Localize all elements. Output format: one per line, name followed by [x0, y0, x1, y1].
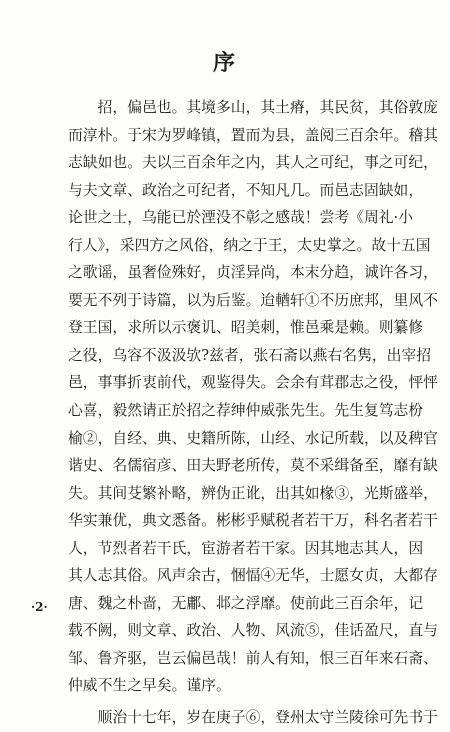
text-line: 心喜，毅然请正於招之荐绅仲威张先生。先生复笃志枌 [68, 402, 424, 420]
text-line: 论世之士，乌能已於湮没不彰之感哉！尝考《周礼·小 [68, 209, 414, 227]
text-line: 志缺如也。夫以三百余年之内，其人之可纪，事之可纪， [68, 154, 438, 172]
page-number: ·2· [31, 600, 48, 614]
text-line: 谐史、名儒宿彦、田夫野老所传，莫不采缉备至，靡有缺 [68, 457, 438, 475]
text-line: 招，偏邑也。其境多山，其土瘠，其民贫，其俗敦庞 [68, 99, 438, 116]
text-line: 与夫文章、政治之可纪者，不知凡几。而邑志固缺如， [68, 181, 424, 199]
text-line: 登王国，求所以示褒讥、昭美刺，惟邑乘是赖。则纂修 [68, 319, 424, 337]
text-line: 邑，事事折衷前代，观鉴得失。会余有茸郡志之役，怦怦 [68, 374, 438, 392]
text-line: 仲威不生之早矣。谨序。 [68, 677, 231, 695]
text-line: 行人》，采四方之风俗，纳之于王，太史掌之。故十五国 [68, 236, 431, 254]
text-line: 榆②，自经、典、史籍所陈，山经、水记所载，以及稗官 [68, 429, 438, 447]
text-line: 而淳朴。于宋为罗峰镇，置而为县，盖阅三百余年。稽其 [68, 126, 438, 144]
text-line: 之役，乌容不汲汲欤?兹者，张石斋以燕右名隽，出宰招 [68, 346, 432, 364]
text-line: 载不阙，则文章、政治、人物、风流⑤，佳话盈尺，直与 [68, 622, 438, 640]
text-line: 之歌谣，虽奢俭殊好，贞淫异尚，本末分趋，诚许各习， [68, 264, 438, 282]
page-title: 序 [212, 50, 237, 76]
text-line: 要无不列于诗篇，以为后鉴。迨輶轩①不历庶邦，里风不 [68, 291, 438, 309]
text-line: 其人志其俗。风声余古，悃愊④无华，士愿女贞，大都存 [68, 567, 438, 585]
text-line: 唐、魏之朴啬，无鄘、邶之浮靡。使前此三百余年，记 [68, 594, 424, 612]
text-line: 人，节烈者若干氏，宦游者若干家。因其地志其人，因 [68, 539, 424, 557]
text-line: 邹、鲁齐驱，岂云偏邑哉！前人有知，恨三百年来石斋、 [68, 649, 438, 667]
text-line: 失。其间芟繁补略，辨伪正讹，出其如椽③，光斯盛举， [68, 484, 438, 502]
preface-body [68, 94, 450, 732]
signature-line: 顺治十七年，岁在庚子⑥，登州太守兰陵徐可先书于 [68, 709, 438, 727]
text-line: 华实兼优，典文悉备。彬彬乎赋税者若干万，科名者若干 [68, 512, 438, 530]
